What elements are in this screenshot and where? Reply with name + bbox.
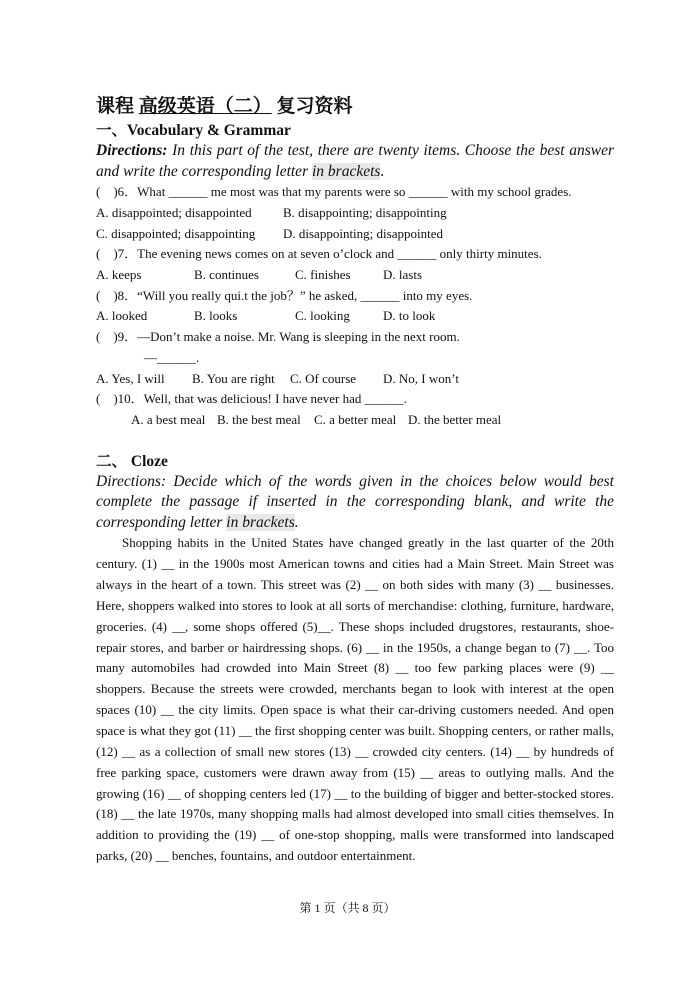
option-c: C. looking — [295, 308, 350, 324]
document-page — [96, 94, 614, 867]
question-stem-10: ( )10．Well, that was delicious! I have never had ______. — [96, 391, 407, 407]
section1-heading: 一、Vocabulary & Grammar — [96, 122, 291, 139]
title-prefix: 课程 — [96, 96, 135, 117]
option-c: C. Of course — [290, 370, 357, 386]
question-stem-9: ( )9．—Don’t make a noise. Mr. Wang is sleeping in the next room. — [96, 329, 460, 345]
option-a: A. disappointed; disappointed — [96, 204, 252, 220]
question-stem-9-reply: —______. — [144, 349, 200, 365]
directions-highlight: in brackets — [311, 162, 381, 180]
option-b: B. continues — [194, 267, 259, 282]
option-b: B. the best meal — [217, 411, 301, 427]
option-c: C. disappointed; disappointing — [96, 225, 256, 241]
option-c: C. finishes — [295, 267, 351, 282]
option-d: D. No, I won’t — [383, 370, 459, 386]
page-title — [96, 94, 614, 120]
question-stem-7: ( )7．The evening news comes on at seven o’clock and ______ only thirty minutes. — [96, 246, 542, 262]
section1-directions: Directions: In this part of the test, there are twenty items. Choose the best answer and write the corresponding letter in brackets. — [96, 142, 614, 180]
directions-highlight: in brackets — [226, 513, 295, 531]
option-d: D. lasts — [383, 267, 422, 282]
question-options-10 — [96, 410, 614, 431]
option-a: A. keeps — [96, 267, 142, 282]
option-a: A. a best meal — [131, 411, 206, 427]
question-stem-6: ( )6．What ______ me most was that my parents were so ______ with my school grades. — [96, 184, 572, 200]
section-spacer — [96, 431, 614, 451]
option-a: A. Yes, I will — [96, 370, 165, 386]
option-c: C. a better meal — [314, 411, 397, 427]
question-options-8 — [96, 306, 614, 327]
question-options-7 — [96, 265, 614, 286]
cloze-passage: Shopping habits in the United States have changed greatly in the last quarter of the 20th century. (1) __ in the 1900s most American towns and cities had a Main Street. Main Street was always in the heart of a town. This street was (2) __ on both sides with many (3) __ businesses. Here, shoppers walked into stores to look at all sorts of merchandise: clothing, furniture, hardware, groceries. (4) __, some shops offered (5)__. These shops included drugstores, restaurants, shoe-repair stores, and barber or hairdressing shops. (6) __ in the 1950s, a change began to (7) __. Too many automobiles had crowded into Main Street (8) __ too few parking places were (9) __ shoppers. Because the streets were crowded, merchants began to look with interest at the open spaces (10) __ the city limits. Open space is what their car-driving customers needed. And open space is what they got (11) __ the first shopping center was built. Shopping centers, or rather malls, (12) __ as a collection of small new stores (13) __ crowded city centers. (14) __ by hundreds of free parking space, customers were drawn away from (15) __ areas to outlying malls. And the growing (16) __ of shopping centers led (17) __ to the building of bigger and better-stocked stores. (18) __ the late 1970s, many shopping malls had almost developed into small cities themselves. In addition to providing the (19) __ of one-stop shopping, malls were transformed into landscaped parks, (20) __ benches, fountains, and outdoor entertainment. — [96, 535, 614, 864]
option-b: B. You are right — [192, 370, 275, 386]
question-options-6b — [96, 224, 614, 245]
question-options-9 — [96, 369, 614, 390]
option-d: D. disappointing; disappointed — [283, 225, 443, 241]
directions-label: Directions: — [96, 142, 168, 159]
option-a: A. looked — [96, 308, 148, 324]
section2-directions: Directions: Decide which of the words given in the choices below would best complete the passage if inserted in the corresponding blank, and write the corresponding letter in brackets. — [96, 472, 614, 531]
question-stem-8: ( )8．“Will you really qui.t the job？” he asked, ______ into my eyes. — [96, 287, 473, 303]
option-d: D. to look — [383, 308, 436, 324]
option-b: B. disappointing; disappointing — [283, 204, 447, 220]
option-d: D. the better meal — [408, 411, 502, 427]
title-suffix: 复习资料 — [276, 96, 353, 117]
course-name: 高级英语（二） — [138, 96, 272, 117]
question-options-6 — [96, 203, 614, 224]
page-footer: 第 1 页（共 8 页） — [299, 901, 396, 915]
option-b: B. looks — [194, 308, 238, 324]
section2-heading: 二、 Cloze — [96, 452, 168, 470]
